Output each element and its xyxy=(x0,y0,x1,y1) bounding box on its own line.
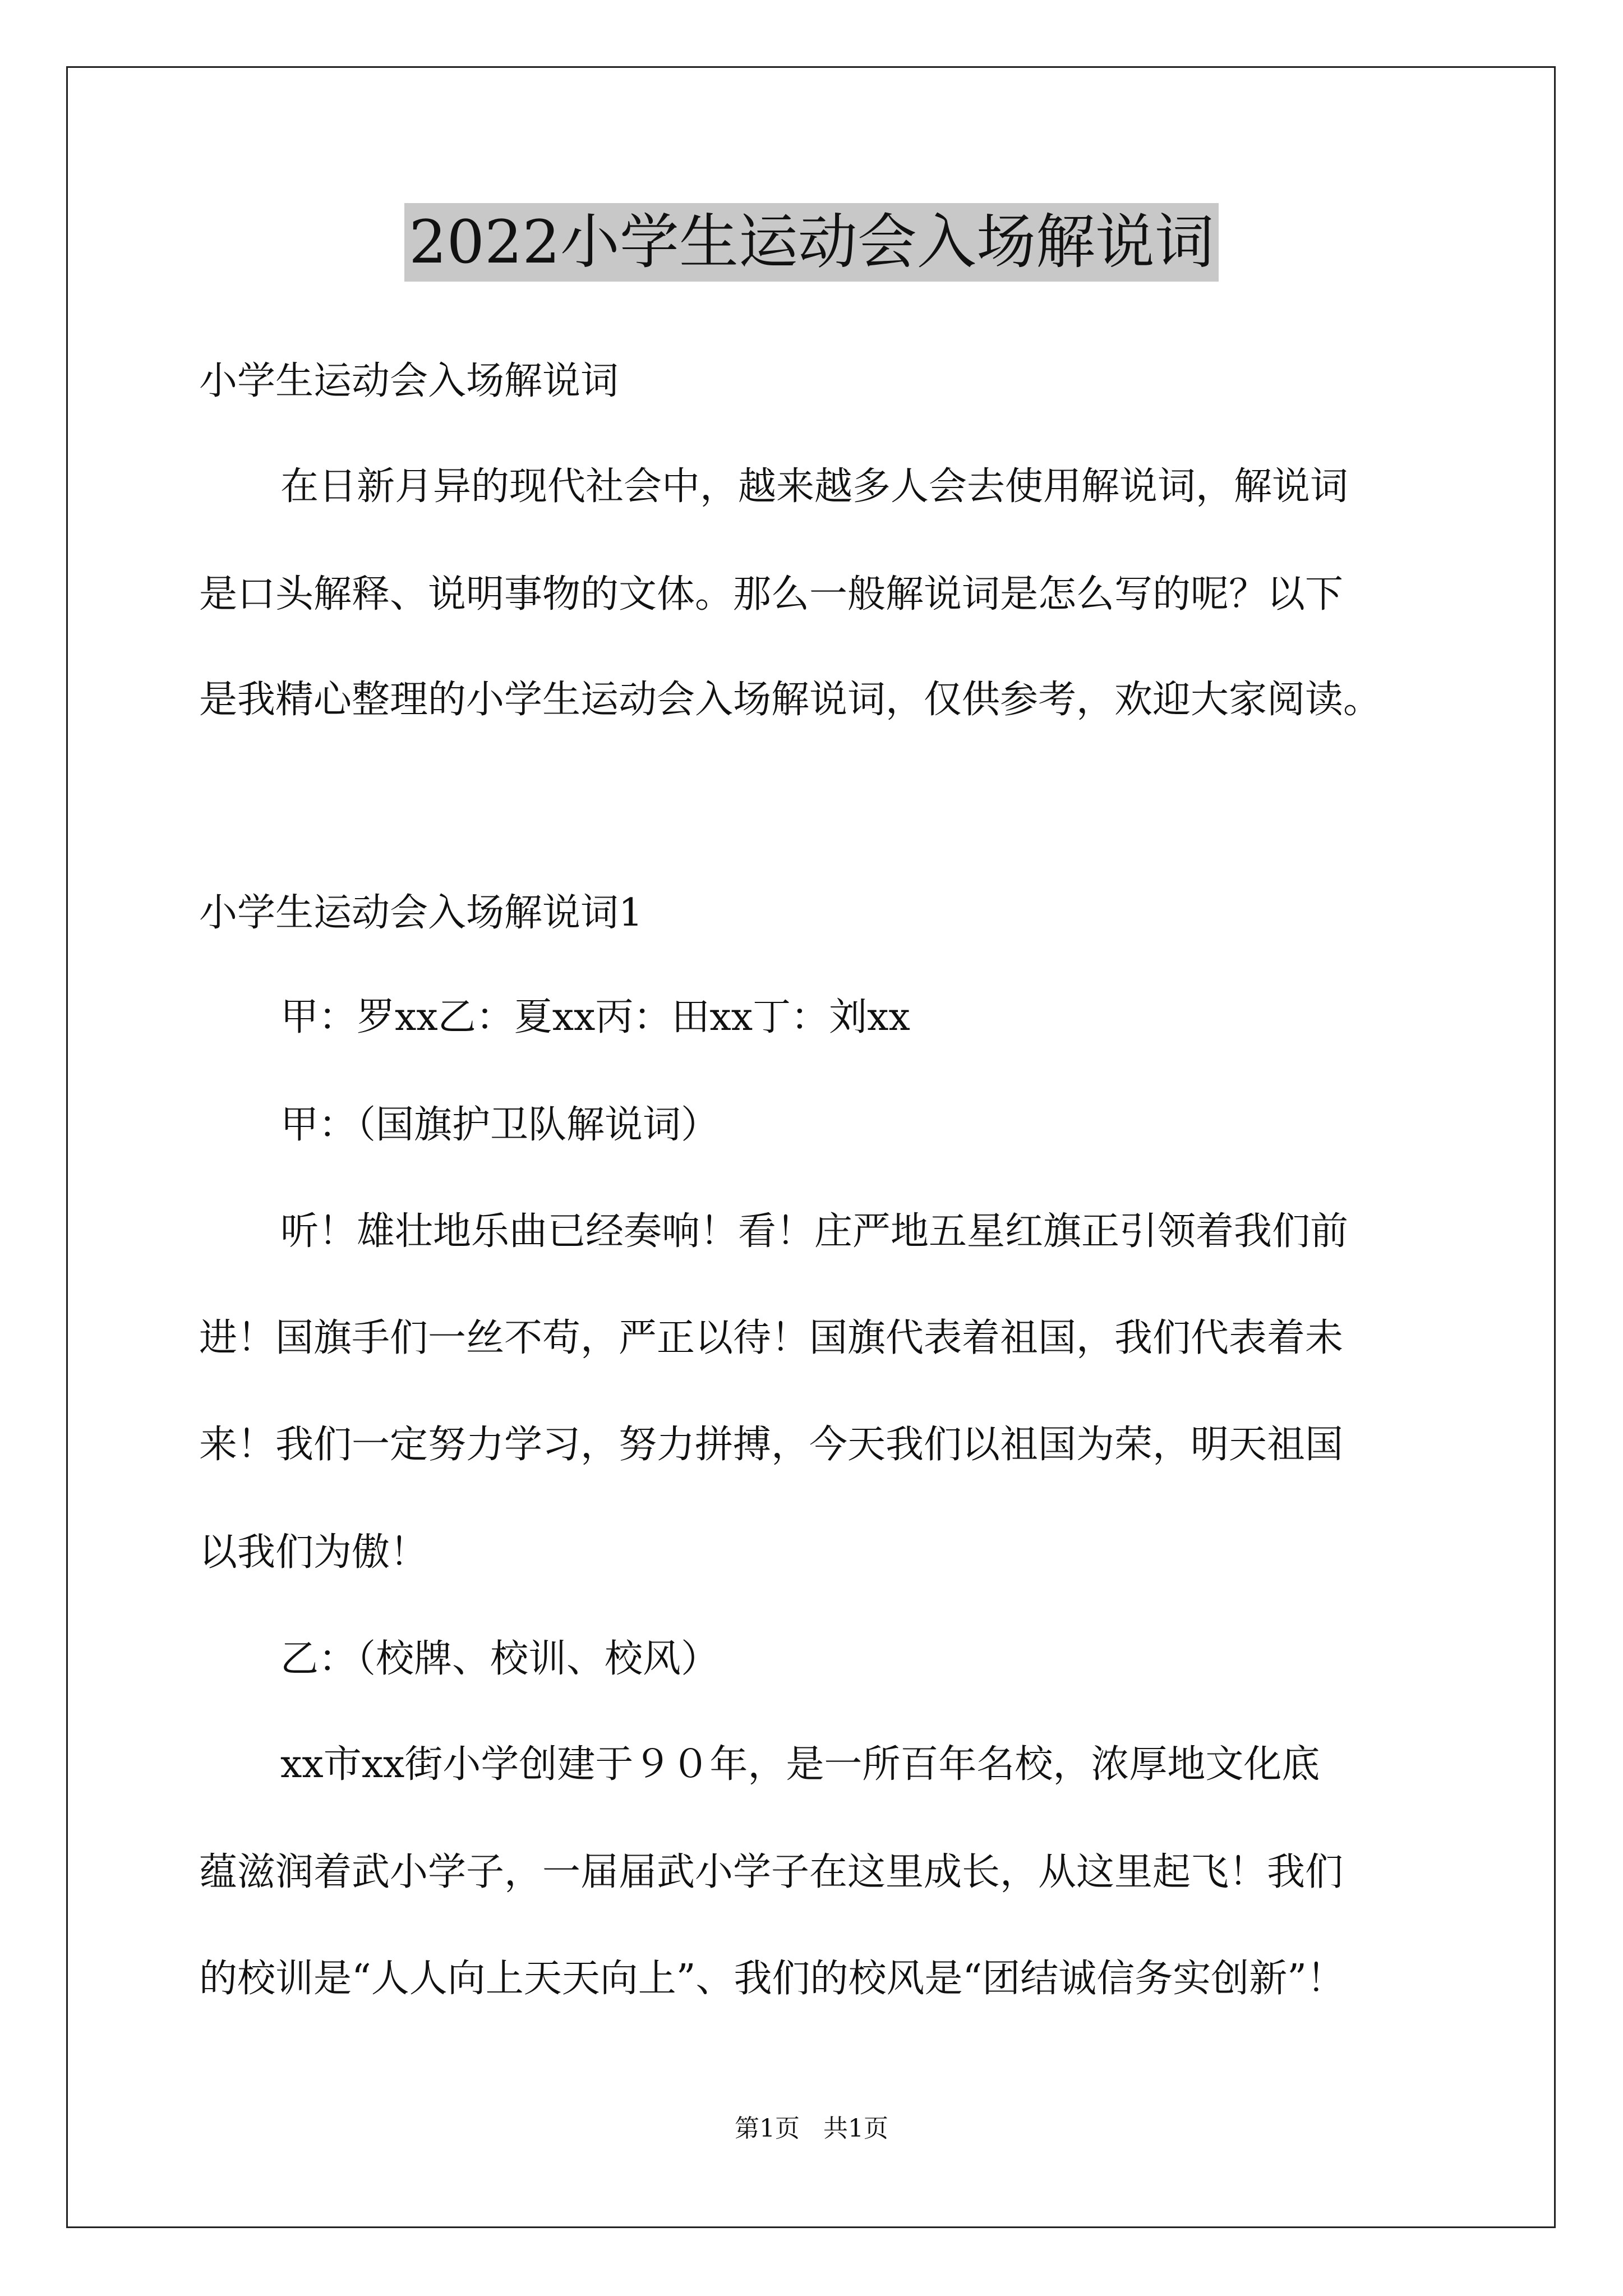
intro-paragraph-line-2: 是口头解释、说明事物的文体。那么一般解说词是怎么写的呢？以下 xyxy=(199,572,1344,616)
document-title: 2022小学生运动会入场解说词 xyxy=(404,203,1219,282)
speakers-line: 甲：罗xx乙：夏xx丙：田xx丁：刘xx xyxy=(280,995,910,1039)
school-paragraph-line-3: 的校训是“人人向上天天向上”、我们的校风是“团结诚信务实创新”！ xyxy=(199,1957,1345,2001)
flag-paragraph-line-2: 进！国旗手们一丝不苟，严正以待！国旗代表着祖国，我们代表着未 xyxy=(199,1316,1344,1360)
intro-paragraph-line-3: 是我精心整理的小学生运动会入场解说词，仅供参考，欢迎大家阅读。 xyxy=(199,678,1382,722)
section-heading-1: 小学生运动会入场解说词1 xyxy=(199,891,643,935)
speaker-a-heading: 甲：（国旗护卫队解说词） xyxy=(280,1103,720,1147)
intro-paragraph-line-1: 在日新月异的现代社会中，越来越多人会去使用解说词，解说词 xyxy=(280,464,1349,509)
page-footer: 第1页 共1页 xyxy=(735,2114,888,2143)
section-heading-intro: 小学生运动会入场解说词 xyxy=(199,359,619,403)
flag-paragraph-line-4: 以我们为傲！ xyxy=(199,1530,428,1575)
speaker-b-heading: 乙：（校牌、校训、校风） xyxy=(280,1637,720,1681)
flag-paragraph-line-1: 听！雄壮地乐曲已经奏响！看！庄严地五星红旗正引领着我们前 xyxy=(280,1209,1349,1254)
flag-paragraph-line-3: 来！我们一定努力学习，努力拼搏，今天我们以祖国为荣，明天祖国 xyxy=(199,1423,1344,1467)
title-container xyxy=(0,203,1623,282)
school-paragraph-line-1: xx市xx街小学创建于９０年，是一所百年名校，浓厚地文化底 xyxy=(280,1742,1320,1787)
school-paragraph-line-2: 蕴滋润着武小学子，一届届武小学子在这里成长，从这里起飞！我们 xyxy=(199,1850,1344,1894)
